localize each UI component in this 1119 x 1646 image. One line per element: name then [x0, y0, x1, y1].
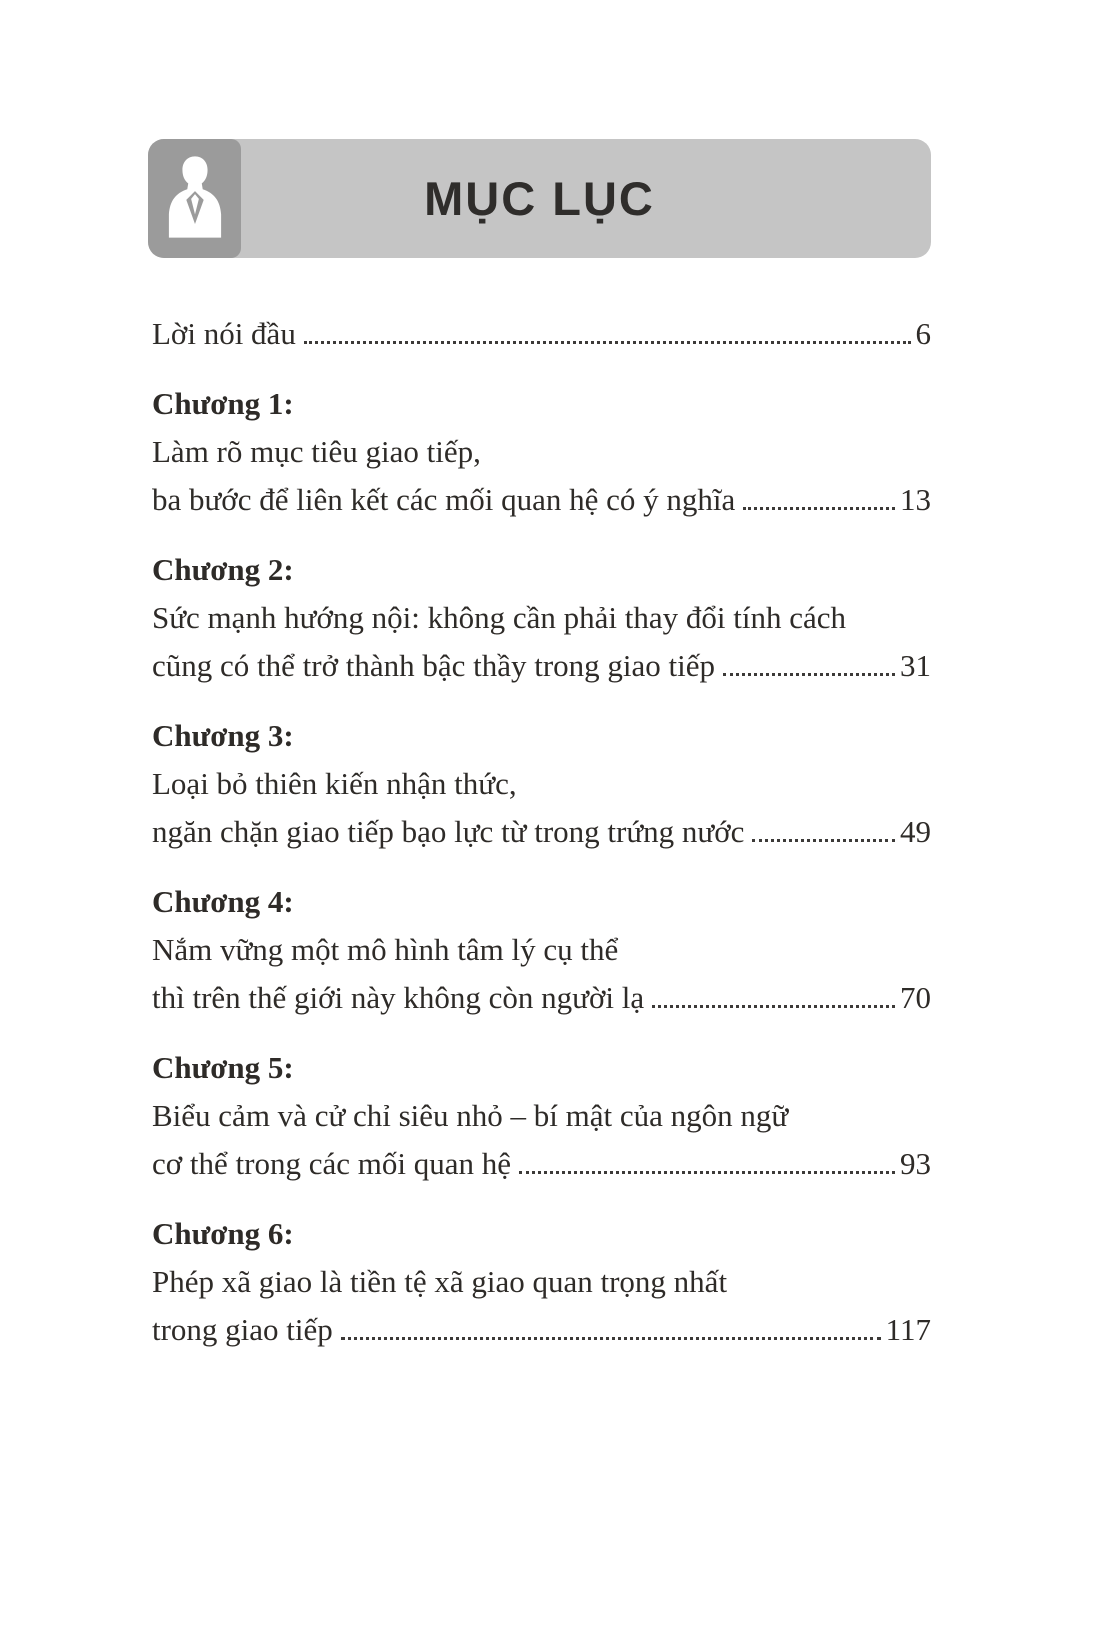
dot-leader	[519, 1171, 895, 1174]
dot-leader	[723, 673, 895, 676]
chapter-heading: Chương 1:	[152, 386, 294, 421]
person-suit-icon	[166, 152, 224, 245]
toc-line: Loại bỏ thiên kiến nhận thức,	[152, 766, 517, 801]
toc-line	[152, 808, 931, 856]
toc-entry-preface	[152, 310, 931, 358]
toc-line: Phép xã giao là tiền tệ xã giao quan trọng nhất	[152, 1264, 728, 1299]
toc-entry-chapter-2	[152, 546, 931, 690]
entry-title: cơ thể trong các mối quan hệ	[152, 1146, 511, 1181]
page-number: 70	[900, 980, 931, 1015]
chapter-heading: Chương 4:	[152, 884, 294, 919]
page-number: 13	[900, 482, 931, 517]
page-number: 117	[885, 1312, 931, 1347]
publisher-logo	[148, 139, 241, 258]
entry-title: thì trên thế giới này không còn người lạ	[152, 980, 645, 1015]
page-number: 93	[900, 1146, 931, 1181]
toc-line	[152, 310, 931, 358]
entry-title: cũng có thể trở thành bậc thầy trong giao tiếp	[152, 648, 716, 683]
toc-line	[152, 642, 931, 690]
toc-line: Làm rõ mục tiêu giao tiếp,	[152, 434, 481, 469]
page-number: 6	[915, 316, 931, 351]
entry-title: ngăn chặn giao tiếp bạo lực từ trong trứng nước	[152, 814, 745, 849]
toc-line: Biểu cảm và cử chỉ siêu nhỏ – bí mật của ngôn ngữ	[152, 1098, 789, 1133]
entry-title: Lời nói đầu	[152, 316, 296, 351]
page-number: 31	[900, 648, 931, 683]
toc-entry-chapter-4	[152, 878, 931, 1022]
toc-line: Nắm vững một mô hình tâm lý cụ thể	[152, 932, 619, 967]
dot-leader	[652, 1005, 895, 1008]
chapter-heading: Chương 5:	[152, 1050, 294, 1085]
toc-line	[152, 974, 931, 1022]
toc-line	[152, 1306, 931, 1354]
title-banner	[148, 139, 931, 258]
dot-leader	[752, 839, 895, 842]
dot-leader	[743, 507, 895, 510]
page-title: MỤC LỤC	[424, 172, 655, 225]
page-number: 49	[900, 814, 931, 849]
entry-title: trong giao tiếp	[152, 1312, 333, 1347]
chapter-heading: Chương 3:	[152, 718, 294, 753]
chapter-heading: Chương 2:	[152, 552, 294, 587]
toc-line	[152, 1140, 931, 1188]
toc-entry-chapter-6	[152, 1210, 931, 1354]
toc-entry-chapter-3	[152, 712, 931, 856]
toc-line	[152, 476, 931, 524]
chapter-heading: Chương 6:	[152, 1216, 294, 1251]
toc-list	[152, 310, 931, 1376]
dot-leader	[341, 1337, 881, 1340]
toc-entry-chapter-5	[152, 1044, 931, 1188]
entry-title: ba bước để liên kết các mối quan hệ có ý nghĩa	[152, 482, 736, 517]
dot-leader	[304, 341, 911, 344]
toc-entry-chapter-1	[152, 380, 931, 524]
toc-line: Sức mạnh hướng nội: không cần phải thay đổi tính cách	[152, 600, 846, 635]
